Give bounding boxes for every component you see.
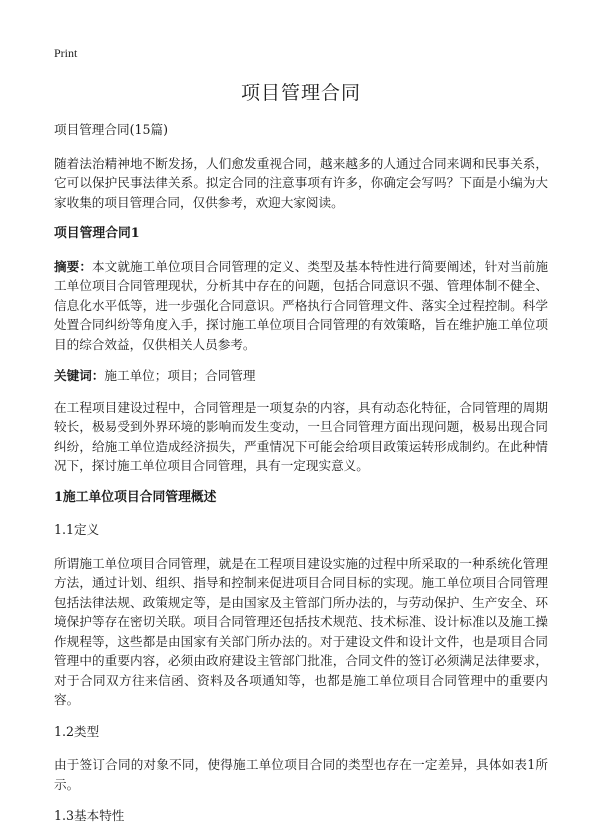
keywords-text: 施工单位；项目；合同管理 <box>104 368 256 383</box>
section-1-2-paragraph: 由于签订合同的对象不同，使得施工单位项目合同的类型也存在一定差异，具体如表1所示。 <box>54 757 548 792</box>
abstract-text: 本文就施工单位项目合同管理的定义、类型及基本特性进行简要阐述，针对当前施工单位项目合同管理现状，分析其中存在的问题，包括合同意识不强、管理体制不健全、信息化水平低等，进一步强化合同意识。严格执行合同管理文件、落实全过程控制。科学处置合同纠纷等角度入手，探讨施工单位项目合同管理的有效策略，旨在维护施工单位项目的综合效益，仅供相关人员参考。 <box>54 258 549 352</box>
abstract-label: 摘要： <box>54 258 93 274</box>
contract-1-heading: 项目管理合同1 <box>54 226 140 241</box>
section-1-1-paragraph: 所谓施工单位项目合同管理，就是在工程项目建设实施的过程中所采取的一种系统化管理方法，通过计划、组织、指导和控制来促进项目合同目标的实现。施工单位项目合同管理包括法律法规、政策规定等，是由国家及主管部门所办法的，与劳动保护、生产安全、环境保护等存在密切关联。项目合同管理还包括技术规范、技术标准、设计标准以及施工操作规程等，这些都是由国家有关部门所办法的。对于建设文件和设计文件，也是项目合同管理中的重要内容，必须由政府建设主管部门批准，合同文件的签订必须满足法律要求，对于合同双方往来信函、资料及各项通知等，也都是施工单位项目合同管理中的重要内容。 <box>54 555 548 707</box>
print-link[interactable]: Print <box>54 46 78 60</box>
keywords-paragraph <box>54 366 548 386</box>
intro-paragraph: 随着法治精神地不断发扬，人们愈发重视合同，越来越多的人通过合同来调和民事关系，它可以保护民事法律关系。拟定合同的注意事项有许多，你确定会写吗？下面是小编为大家收集的项目管理合同，仅供参考，欢迎大家阅读。 <box>54 155 548 210</box>
section-1-3-heading: 1.3基本特性 <box>54 808 125 823</box>
document-subtitle: 项目管理合同(15篇) <box>54 122 169 137</box>
keywords-label: 关键词： <box>54 368 105 383</box>
section-1-1-heading: 1.1定义 <box>54 522 100 537</box>
page-title: 项目管理合同 <box>240 82 361 104</box>
section-1-heading: 1施工单位项目合同管理概述 <box>54 489 217 505</box>
intro-body-paragraph: 在工程项目建设过程中，合同管理是一项复杂的内容，具有动态化特征，合同管理的周期较长，极易受到外界环境的影响而发生变动，一旦合同管理方面出现问题，极易出现合同纠纷，给施工单位造成经济损失，严重情况下可能会给项目政策运转形成制约。在此种情况下，探讨施工单位项目合同管理，具有一定现实意义。 <box>54 399 548 473</box>
section-1-2-heading: 1.2类型 <box>54 723 100 739</box>
abstract-paragraph <box>54 257 548 355</box>
